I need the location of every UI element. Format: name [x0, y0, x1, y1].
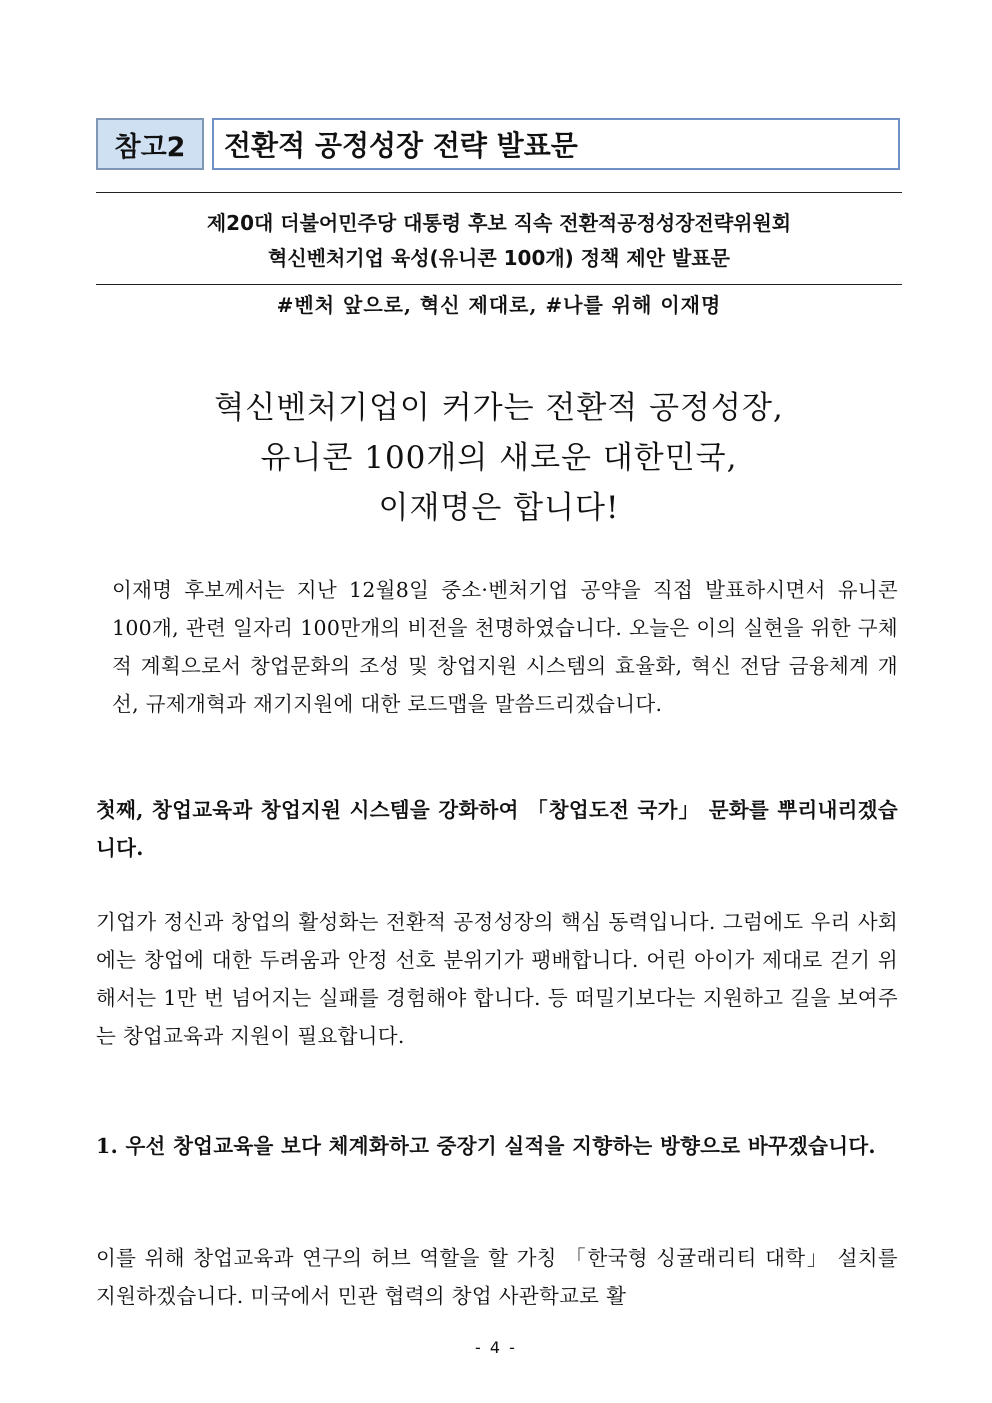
subtitle-line-1: 제20대 더불어민주당 대통령 후보 직속 전환적공정성장전략위원회 — [206, 211, 792, 235]
document-title: 전환적 공정성장 전략 발표문 — [212, 118, 900, 170]
page-number: - 4 - — [475, 1338, 517, 1357]
top-rule — [96, 192, 902, 193]
headline-line-3: 이재명은 합니다! — [378, 490, 620, 526]
reference-label: 참고2 — [96, 118, 204, 170]
headline-line-2: 유니콘 100개의 새로운 대한민국, — [260, 440, 738, 476]
subtitle-line-2: 혁신벤처기업 육성(유니콘 100개) 정책 제안 발표문 — [268, 246, 730, 270]
middle-rule — [96, 284, 902, 285]
intro-paragraph: 이재명 후보께서는 지난 12월8일 중소·벤처기업 공약을 직접 발표하시면서 유니콘 100개, 관련 일자리 100만개의 비전을 천명하였습니다. 오늘은 이의 실현을 위한 구체적 계획으로서 창업문화의 조성 및 창업지원 시스템의 효율화, 혁신 전담 금융체계 개선, 규제개혁과 재기지원에 대한 로드맵을 말씀드리겠습니다. — [112, 578, 898, 716]
reference-header — [96, 118, 900, 170]
first-section-paragraph: 기업가 정신과 창업의 활성화는 전환적 공정성장의 핵심 동력입니다. 그럼에도 우리 사회에는 창업에 대한 두려움과 안정 선호 분위기가 팽배합니다. 어린 아이가 제대로 걷기 위해서는 1만 번 넘어지는 실패를 경험해야 합니다. 등 떠밀기보다는 지원하고 길을 보여주는 창업교육과 지원이 필요합니다. — [96, 910, 898, 1048]
item-1-paragraph: 이를 위해 창업교육과 연구의 허브 역할을 할 가칭 「한국형 싱귤래리티 대학」 설치를 지원하겠습니다. 미국에서 민관 협력의 창업 사관학교로 활 — [96, 1246, 898, 1308]
hashtag-slogan: #벤처 앞으로, 혁신 제대로, #나를 위해 이재명 — [276, 293, 722, 317]
item-1-heading: 1. 우선 창업교육을 보다 체계화하고 중장기 실적을 지향하는 방향으로 바꾸겠습니다. — [96, 1134, 876, 1158]
headline-line-1: 혁신벤처기업이 커가는 전환적 공정성장, — [214, 390, 784, 426]
first-section-heading: 첫째, 창업교육과 창업지원 시스템을 강화하여 「창업도전 국가」 문화를 뿌리내리겠습니다. — [96, 798, 898, 860]
